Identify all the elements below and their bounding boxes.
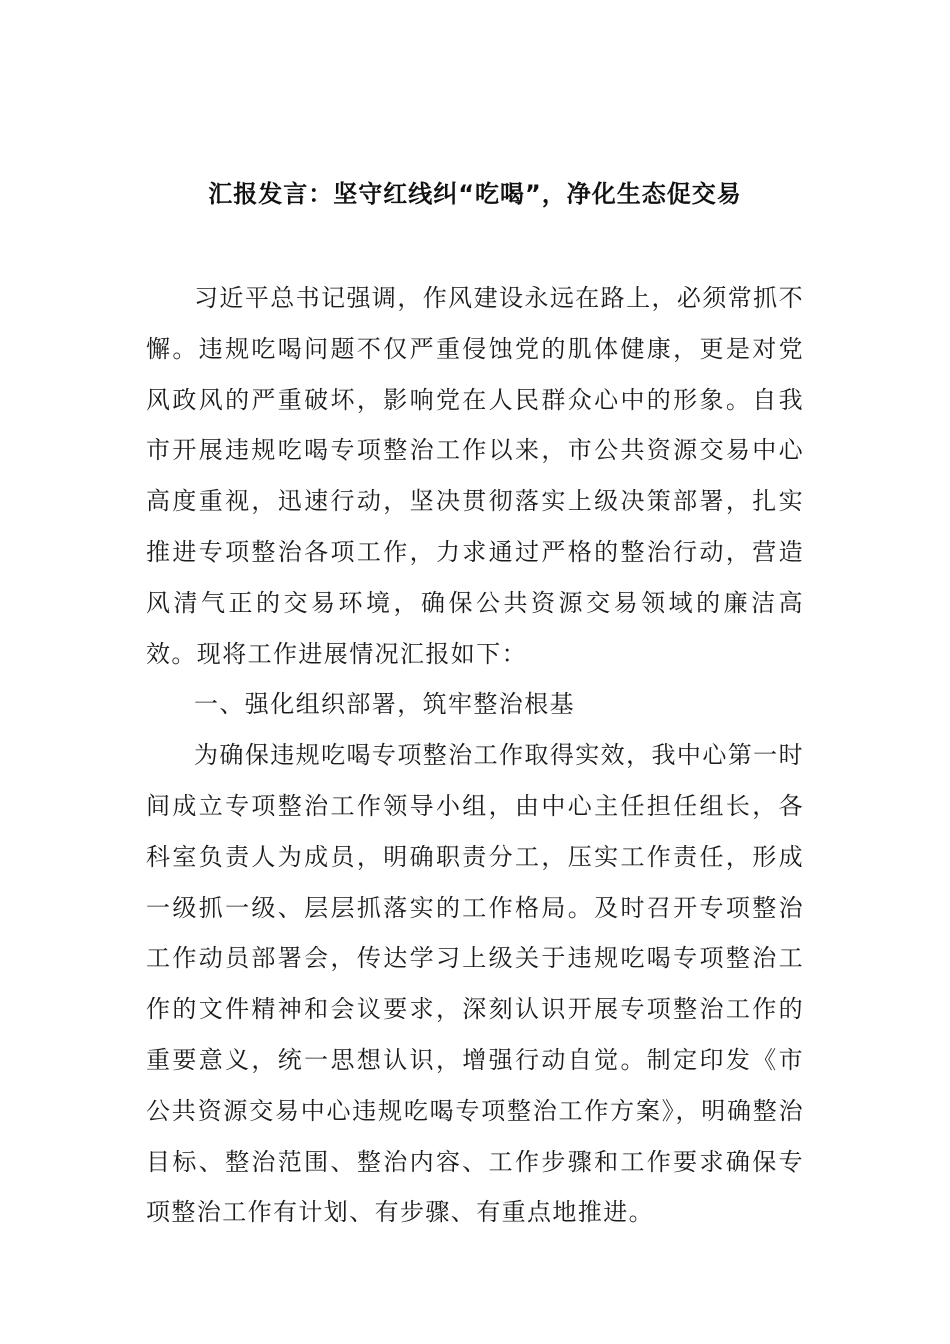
document-title: 汇报发言：坚守红线纠“吃喝”，净化生态促交易 <box>208 180 742 209</box>
paragraph-intro: 习近平总书记强调，作风建设永远在路上，必须常抓不懈。违规吃喝问题不仅严重侵蚀党的肌体健康，更是对党风政风的严重破坏，影响党在人民群众心中的形象。自我市开展违规吃喝专项整治工作以来，市公共资源交易中心高度重视，迅速行动，坚决贯彻落实上级决策部署，扎实推进专项整治各项工作，力求通过严格的整治行动，营造风清气正的交易环境，确保公共资源交易领域的廉洁高效。现将工作进展情况汇报如下： <box>146 284 804 668</box>
paragraph-section-1: 为确保违规吃喝专项整治工作取得实效，我中心第一时间成立专项整治工作领导小组，由中心主任担任组长，各科室负责人为成员，明确职责分工，压实工作责任，形成一级抓一级、层层抓落实的工作格局。及时召开专项整治工作动员部署会，传达学习上级关于违规吃喝专项整治工作的文件精神和会议要求，深刻认识开展专项整治工作的重要意义，统一思想认识，增强行动自觉。制定印发《市公共资源交易中心违规吃喝专项整治工作方案》，明确整治目标、整治范围、整治内容、工作步骤和工作要求确保专项整治工作有计划、有步骤、有重点地推进。 <box>146 741 804 1227</box>
document-body <box>146 273 804 1238</box>
section-heading-1: 一、强化组织部署，筑牢整治根基 <box>194 690 575 719</box>
